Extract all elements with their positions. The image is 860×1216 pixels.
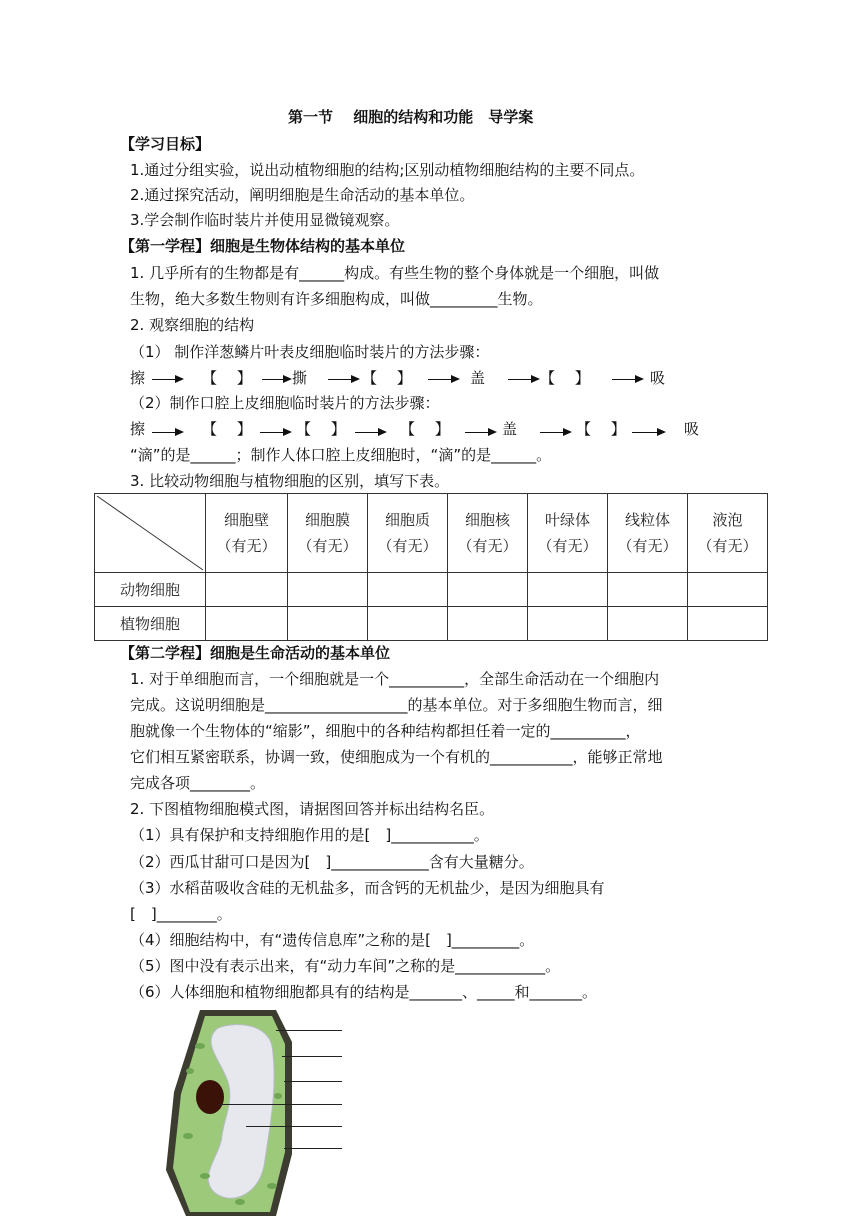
col-header-mitochondria: 线粒体 （有无）	[608, 494, 688, 573]
arrow-icon	[262, 379, 290, 380]
arrow-icon	[428, 379, 458, 380]
part2-sub-3: （3）水稻苗吸收含硅的无机盐多，而含钙的无机盐少，是因为细胞具有	[130, 879, 605, 897]
table-cell[interactable]	[448, 607, 528, 641]
chloroplast	[235, 1199, 245, 1205]
table-cell[interactable]	[288, 573, 368, 607]
chloroplast	[267, 1183, 277, 1189]
step1-cover: 盖	[470, 369, 486, 387]
part2-q1-line2: 完成。这说明细胞是___________________的基本单位。对于多细胞生物而言，细	[130, 696, 663, 714]
step2-blank-4: 【 】	[576, 420, 626, 438]
step1-absorb: 吸	[650, 369, 666, 387]
part2-q1-line4: 它们相互紧密联系，协调一致，使细胞成为一个有机的___________，能够正常地	[130, 748, 663, 766]
step1-wipe: 擦	[130, 369, 146, 387]
arrow-icon	[355, 432, 385, 433]
table-cell[interactable]	[688, 607, 768, 641]
label-line	[284, 1148, 342, 1149]
table-cell[interactable]	[608, 607, 688, 641]
part1-q2-sub1: （1） 制作洋葱鳞片叶表皮细胞临时装片的方法步骤：	[130, 343, 490, 361]
part2-q1-line3: 胞就像一个生物体的“缩影”，细胞中的各种结构都担任着一定的__________，	[130, 722, 641, 740]
chloroplast	[183, 1133, 193, 1139]
arrow-icon	[328, 379, 358, 380]
table-cell[interactable]	[528, 607, 608, 641]
plant-cell-diagram	[160, 1006, 360, 1216]
part1-q1-line2: 生物，绝大多数生物则有许多细胞构成，叫做_________生物。	[130, 290, 543, 308]
goal-item-2: 2.通过探究活动，阐明细胞是生命活动的基本单位。	[130, 186, 475, 204]
table-cell[interactable]	[206, 607, 288, 641]
label-line	[282, 1056, 342, 1057]
step2-blank-3: 【 】	[400, 420, 450, 438]
arrow-icon	[152, 432, 182, 433]
arrow-icon	[152, 379, 182, 380]
arrow-icon	[612, 379, 642, 380]
step2-blank-1: 【 】	[202, 420, 252, 438]
diagonal-line	[95, 494, 205, 572]
step2-blank-2: 【 】	[296, 420, 346, 438]
part1-heading: 【第一学程】细胞是生物体结构的基本单位	[120, 237, 406, 255]
row-label-plant: 植物细胞	[95, 607, 206, 641]
part2-sub-1: （1）具有保护和支持细胞作用的是[ ]___________。	[130, 826, 489, 844]
arrow-icon	[260, 432, 290, 433]
goals-heading: 【学习目标】	[120, 135, 211, 153]
page-title: 第一节 细胞的结构和功能 导学案	[288, 108, 534, 126]
table-cell[interactable]	[688, 573, 768, 607]
table-cell[interactable]	[528, 573, 608, 607]
col-header-cell-membrane: 细胞膜 （有无）	[288, 494, 368, 573]
diagonal-header-cell	[95, 494, 206, 573]
arrow-icon	[540, 432, 570, 433]
table-cell[interactable]	[608, 573, 688, 607]
row-label-animal: 动物细胞	[95, 573, 206, 607]
table-cell[interactable]	[448, 573, 528, 607]
part2-heading: 【第二学程】细胞是生命活动的基本单位	[120, 644, 391, 662]
table-cell[interactable]	[368, 573, 448, 607]
part2-sub-3-answer: [ ]________。	[130, 905, 232, 923]
part1-q2-sub2: （2）制作口腔上皮细胞临时装片的方法步骤：	[130, 394, 440, 412]
step2-wipe: 擦	[130, 420, 146, 438]
goal-item-3: 3.学会制作临时装片并使用显微镜观察。	[130, 211, 400, 229]
part1-q2: 2. 观察细胞的结构	[130, 316, 255, 334]
part2-q1-line5: 完成各项________。	[130, 774, 266, 792]
label-line	[246, 1126, 342, 1127]
comparison-table	[94, 493, 768, 641]
table-cell[interactable]	[288, 607, 368, 641]
part2-sub-4: （4）细胞结构中，有“遗传信息库”之称的是[ ]_________。	[130, 931, 535, 949]
step2-cover: 盖	[502, 420, 518, 438]
table-row	[95, 607, 768, 641]
table-cell[interactable]	[206, 573, 288, 607]
part2-sub-5: （5）图中没有表示出来，有“动力车间”之称的是____________。	[130, 957, 561, 975]
label-line	[218, 1104, 342, 1105]
col-header-cytoplasm: 细胞质 （有无）	[368, 494, 448, 573]
nucleus	[196, 1080, 224, 1114]
col-header-nucleus: 细胞核 （有无）	[448, 494, 528, 573]
step1-blank-3: 【 】	[540, 369, 590, 387]
part2-q2: 2. 下图植物细胞模式图，请据图回答并标出结构名臣。	[130, 800, 495, 818]
arrow-icon	[465, 432, 495, 433]
part1-q3: 3. 比较动物细胞与植物细胞的区别，填写下表。	[130, 472, 450, 490]
label-line	[276, 1030, 342, 1031]
drop-line: “滴”的是______；制作人体口腔上皮细胞时，“滴”的是______。	[130, 446, 552, 464]
part1-q1-line1: 1. 几乎所有的生物都是有______构成。有些生物的整个身体就是一个细胞，叫做	[130, 264, 660, 282]
table-row	[95, 573, 768, 607]
step1-blank-1: 【 】	[202, 369, 252, 387]
arrow-icon	[508, 379, 538, 380]
part2-sub-6: （6）人体细胞和植物细胞都具有的结构是_______、_____和_______。	[130, 983, 598, 1001]
part2-q1-line1: 1. 对于单细胞而言，一个细胞就是一个__________，全部生命活动在一个细胞内	[130, 670, 660, 688]
arrow-icon	[632, 432, 664, 433]
step2-absorb: 吸	[684, 420, 700, 438]
step1-tear: 撕	[292, 369, 308, 387]
step1-blank-2: 【 】	[362, 369, 412, 387]
chloroplast	[274, 1093, 282, 1099]
table-cell[interactable]	[368, 607, 448, 641]
chloroplast	[200, 1173, 210, 1179]
col-header-cell-wall: 细胞壁 （有无）	[206, 494, 288, 573]
part2-sub-2: （2）西瓜甘甜可口是因为[ ]_____________含有大量糖分。	[130, 853, 534, 871]
col-header-vacuole: 液泡 （有无）	[688, 494, 768, 573]
chloroplast	[186, 1068, 194, 1074]
col-header-chloroplast: 叶绿体 （有无）	[528, 494, 608, 573]
label-line	[284, 1081, 342, 1082]
chloroplast	[195, 1043, 205, 1049]
goal-item-1: 1.通过分组实验，说出动植物细胞的结构;区别动植物细胞结构的主要不同点。	[130, 161, 645, 179]
